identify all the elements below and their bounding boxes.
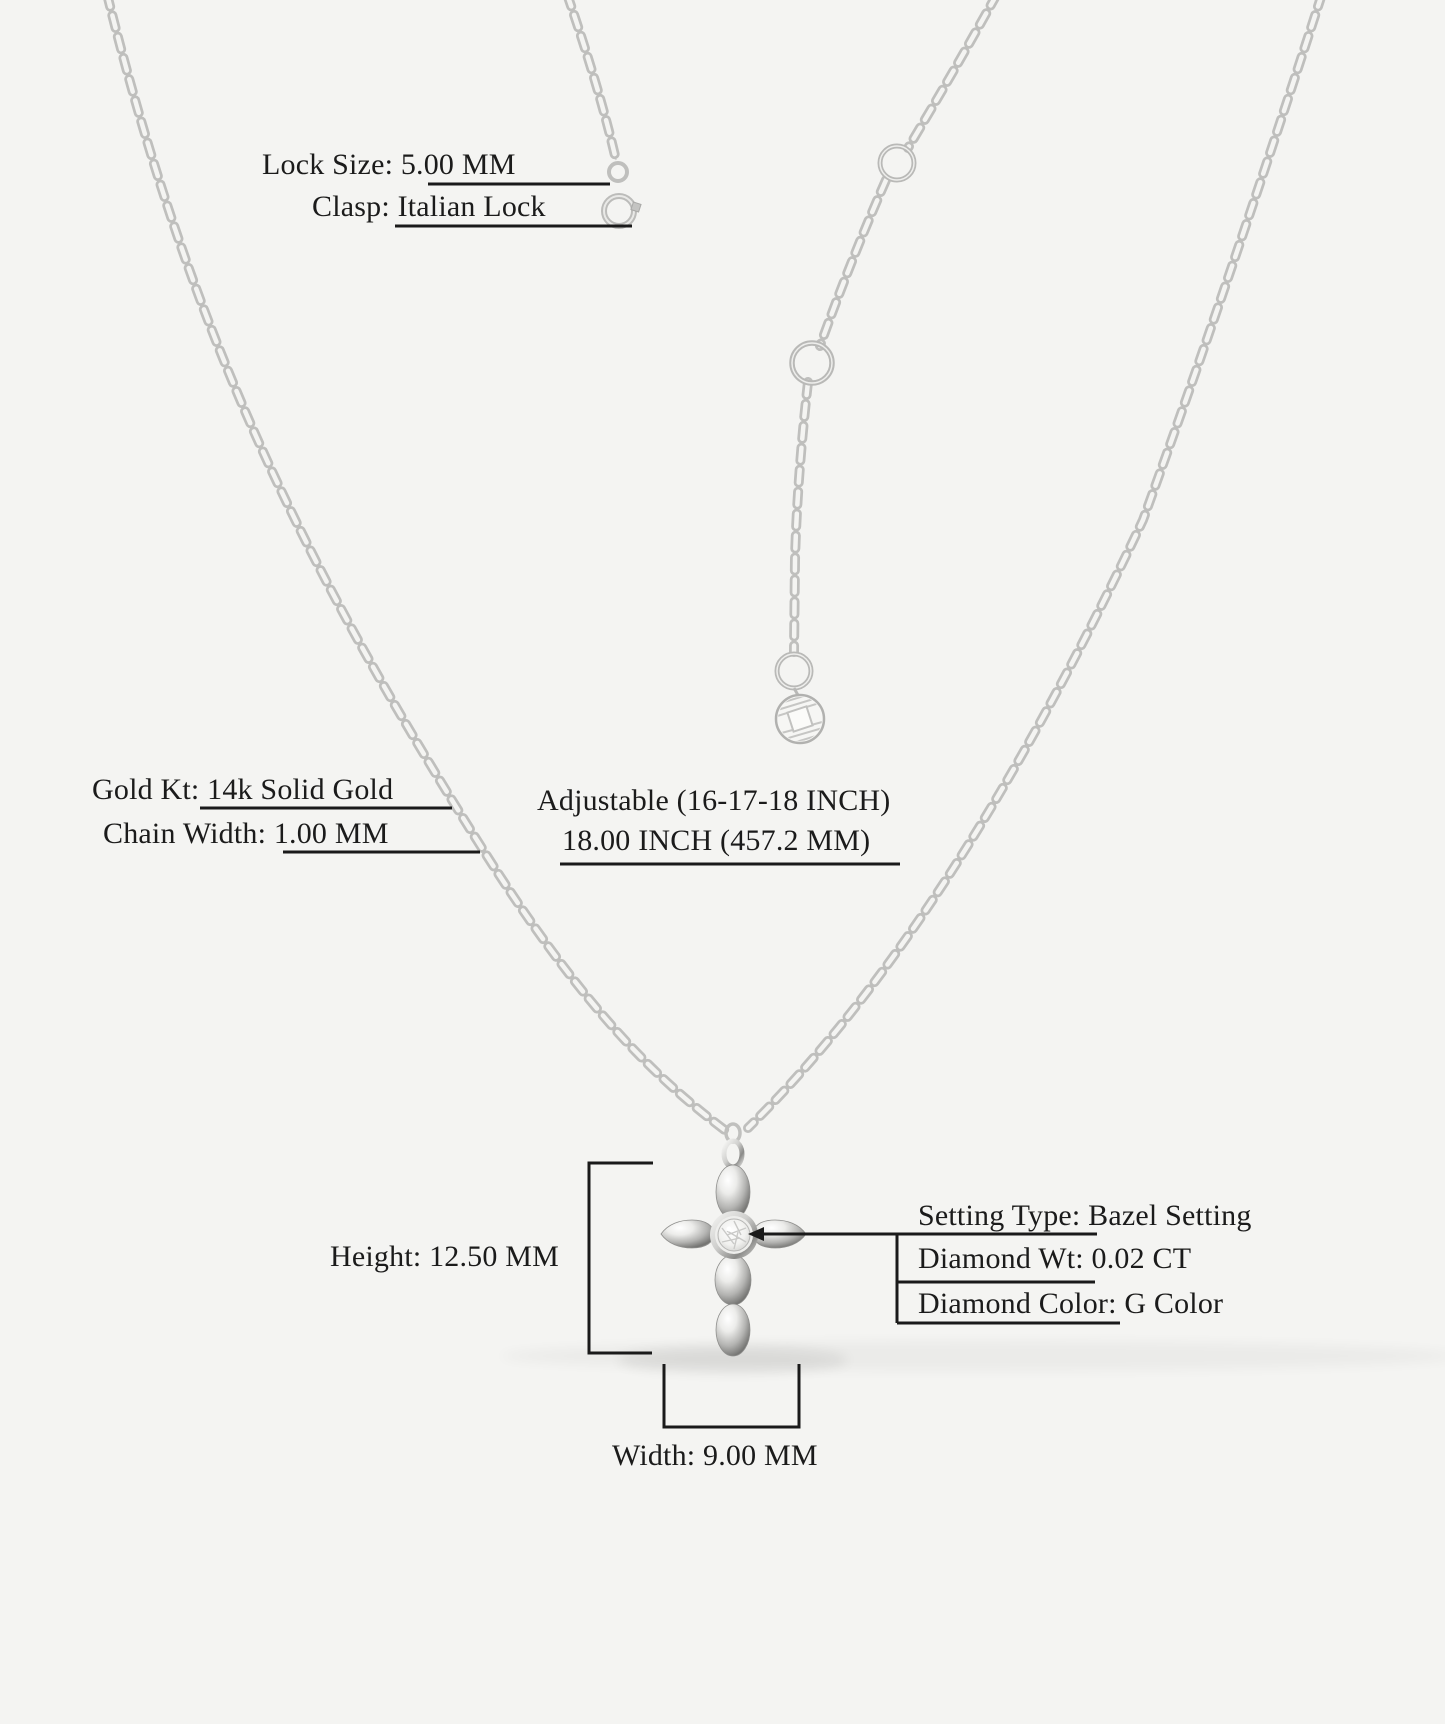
cross-pendant bbox=[661, 1124, 806, 1356]
label-diamond-wt: Diamond Wt: 0.02 CT bbox=[918, 1242, 1192, 1275]
label-length: 18.00 INCH (457.2 MM) bbox=[562, 824, 871, 857]
extender-chain bbox=[774, 0, 997, 745]
label-diamond-color: Diamond Color: G Color bbox=[918, 1287, 1224, 1320]
pendant-bead-top bbox=[716, 1165, 750, 1219]
label-chain-width: Chain Width: 1.00 MM bbox=[103, 817, 389, 850]
label-gold-kt: Gold Kt: 14k Solid Gold bbox=[92, 773, 394, 806]
clasp-jump-ring bbox=[609, 163, 627, 181]
pendant-bead-left bbox=[661, 1220, 714, 1248]
clasp-spring-ring bbox=[604, 163, 641, 226]
width-bracket bbox=[664, 1364, 799, 1427]
label-lock-size: Lock Size: 5.00 MM bbox=[262, 148, 516, 181]
label-height: Height: 12.50 MM bbox=[330, 1240, 560, 1273]
chain-strand-clasp-end bbox=[567, 0, 616, 160]
pendant-bail bbox=[724, 1141, 742, 1167]
label-clasp: Clasp: Italian Lock bbox=[312, 190, 546, 223]
label-adjustable: Adjustable (16-17-18 INCH) bbox=[537, 784, 891, 817]
height-bracket bbox=[589, 1163, 653, 1353]
pendant-bead-bottom1 bbox=[715, 1255, 751, 1305]
chain-strand-right bbox=[748, 0, 1322, 1128]
label-width: Width: 9.00 MM bbox=[612, 1439, 818, 1472]
extender-end-charm bbox=[774, 693, 826, 745]
label-setting-type: Setting Type: Bazel Setting bbox=[918, 1199, 1252, 1232]
pendant-bead-bottom2 bbox=[716, 1304, 750, 1356]
